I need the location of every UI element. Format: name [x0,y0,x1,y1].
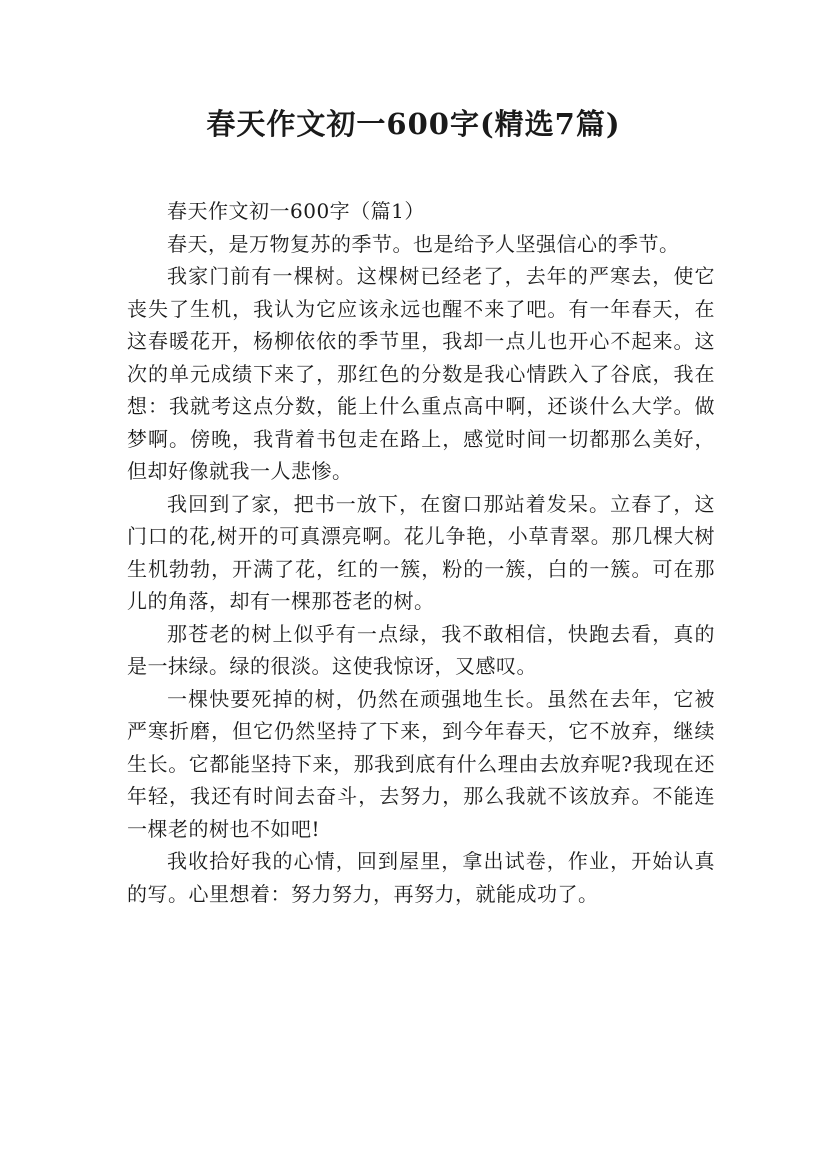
paragraph: 春天，是万物复苏的季节。也是给予人坚强信心的季节。 [167,231,680,256]
paragraph: 我回到了家，把书一放下，在窗口那站着发呆。立春了，这门口的花,树开的可真漂亮啊。花儿争艳，小草青翠。那几棵大树生机勃勃，开满了花，红的一簇，粉的一簇，白的一簇。可在那儿的角落，却有一棵那苍老的树。 [127,491,715,613]
document-title: 春天作文初一600字(精选7篇) [206,107,621,141]
paragraph: 我家门前有一棵树。这棵树已经老了，去年的严寒去，使它丧失了生机，我认为它应该永远也醒不来了吧。有一年春天，在这春暖花开，杨柳依依的季节里，我却一点儿也开心不起来。这次的单元成绩下来了，那红色的分数是我心情跌入了谷底，我在想：我就考这点分数，能上什么重点高中啊，还谈什么大学。做梦啊。傍晚，我背着书包走在路上，感觉时间一切都那么美好，但却好像就我一人悲惨。 [127,264,715,483]
paragraph: 我收拾好我的心情，回到屋里，拿出试卷，作业，开始认真的写。心里想着：努力努力，再努力，就能成功了。 [127,849,715,906]
document-body [127,195,715,910]
paragraph: 一棵快要死掉的树，仍然在顽强地生长。虽然在去年，它被严寒折磨，但它仍然坚持了下来，到今年春天，它不放弃，继续生长。它都能坚持下来，那我到底有什么理由去放弃呢?我现在还年轻，我还有时间去奋斗，去努力，那么我就不该放弃。不能连一棵老的树也不如吧! [127,686,715,841]
paragraph: 那苍老的树上似乎有一点绿，我不敢相信，快跑去看，真的是一抹绿。绿的很淡。这使我惊讶，又感叹。 [127,621,715,678]
section-heading: 春天作文初一600字（篇1） [167,199,425,223]
